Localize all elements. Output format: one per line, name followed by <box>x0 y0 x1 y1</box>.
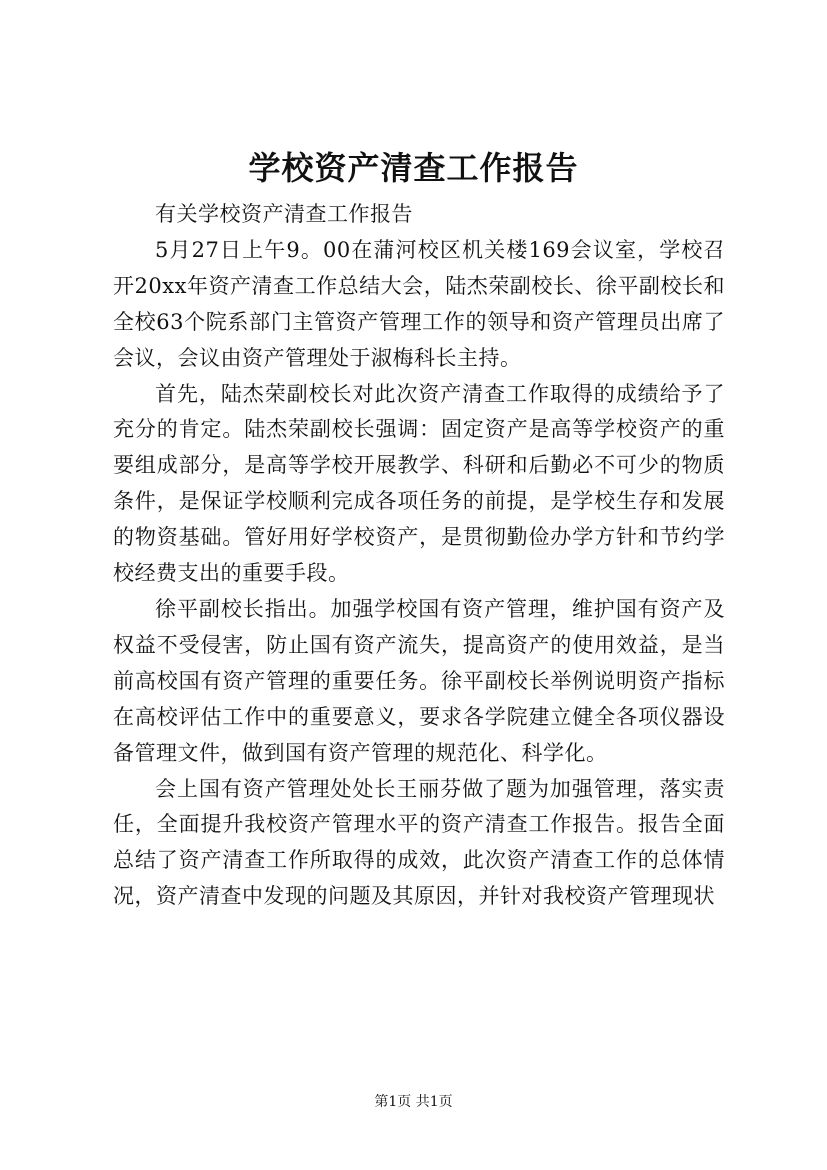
document-title: 学校资产清查工作报告 <box>248 149 579 187</box>
document-body <box>113 197 725 915</box>
subtitle-paragraph: 有关学校资产清查工作报告 <box>155 202 413 226</box>
body-paragraph: 会上国有资产管理处处长王丽芬做了题为加强管理，落实责任，全面提升我校资产管理水平的资产清查工作报告。报告全面总结了资产清查工作所取得的成效，此次资产清查工作的总体情况，资产清查中发现的问题及其原因，并针对我校资产管理现状 <box>113 776 725 909</box>
body-paragraph: 徐平副校长指出。加强学校国有资产管理，维护国有资产及权益不受侵害，防止国有资产流失，提高资产的使用效益，是当前高校国有资产管理的重要任务。徐平副校长举例说明资产指标在高校评估工作中的重要意义，要求各学院建立健全各项仪器设备管理文件，做到国有资产管理的规范化、科学化。 <box>113 596 725 765</box>
body-paragraph: 5月27日上午9。00在蒲河校区机关楼169会议室，学校召开20xx年资产清查工作总结大会，陆杰荣副校长、徐平副校长和全校63个院系部门主管资产管理工作的领导和资产管理员出席了会议，会议由资产管理处于淑梅科长主持。 <box>113 237 725 370</box>
page-footer: 第1页 共1页 <box>374 1094 453 1110</box>
body-paragraph: 首先，陆杰荣副校长对此次资产清查工作取得的成绩给予了充分的肯定。陆杰荣副校长强调：固定资产是高等学校资产的重要组成部分，是高等学校开展教学、科研和后勤必不可少的物质条件，是保证学校顺利完成各项任务的前提，是学校生存和发展的物资基础。管好用好学校资产，是贯彻勤俭办学方针和节约学校经费支出的重要手段。 <box>113 381 725 586</box>
